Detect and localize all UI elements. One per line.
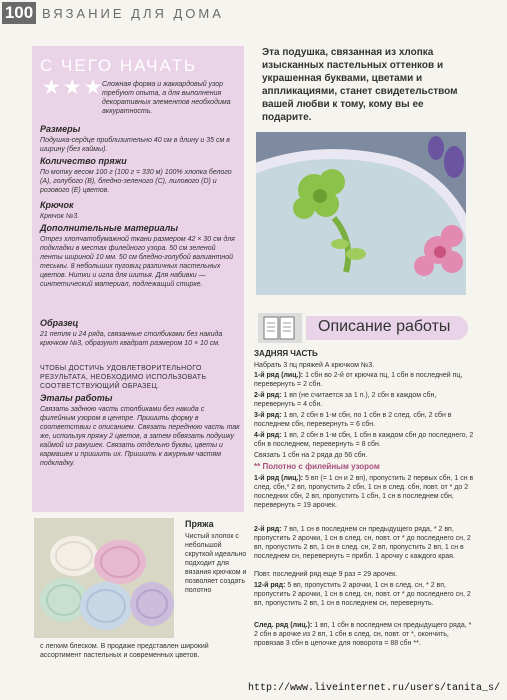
difficulty-note: Сложная форма и жаккардовый узор требуют опыта, а для выполнения декоративных элементов необходима аккуратность. <box>102 81 231 115</box>
extra-materials-text: Отрез хлопчатобумажной ткани размером 42 × 30 см для подкладки в местах филейного узора. 50 см зеленой ленты шириной 10 мм. 50 см бледно-голубой валиантной тесьмы. 8 небольших пуговиц различных пастельных цветов. Нитки и игла для шитья. Для набивки — синтетический материал, подлежащий стирке. <box>40 236 235 288</box>
page-header <box>0 0 507 26</box>
extra-materials-heading: Дополнительные материалы <box>40 223 179 233</box>
filet-row-12-text: 5 вп, пропустить 2 арочки, 1 сн в след. сн, * 2 вп, пропустить 2 арочки, 1 сн в след. сн, повт. от * до последнего сн, 2 вп, пропустить 2 вп, 1 сн в последнем сн, перевернуть. <box>254 582 471 607</box>
yarn-text-continued: с легким блеском. В продаже представлен широкий ассортимент пастельных и современных цветов. <box>40 643 209 659</box>
page-header-title: ВЯЗАНИЕ ДЛЯ ДОМА <box>42 6 224 21</box>
filet-heading: ** Полотно с филейным узором <box>254 462 380 471</box>
pattern-book-icon <box>258 313 302 343</box>
filet-row-1-label: 1-й ряд (лиц.): <box>254 475 304 482</box>
sample-text: 21 петля и 24 ряда, связанные столбиками без накида крючком №3, образуют квадрат размером 10 × 10 см. <box>40 331 223 347</box>
row-1 <box>254 371 474 389</box>
yarn-amount-text: По мотку весом 100 г (100 г = 330 м) 100% хлопка белого (A), голубого (B), бледно-зеленого (C), лилового (D) и розового (E) цветов. <box>40 169 232 194</box>
row-3 <box>254 411 474 429</box>
filet-next-row-label: След. ряд (лиц.): <box>254 622 313 629</box>
row-3-label: 3-й ряд: <box>254 412 282 419</box>
cast-on-text: Набрать 3 пц пряжей А крючком №3. <box>254 362 375 369</box>
row-2 <box>254 391 474 409</box>
gauge-warning: ЧТОБЫ ДОСТИЧЬ УДОВЛЕТВОРИТЕЛЬНОГО РЕЗУЛЬТАТА, НЕОБХОДИМО ИСПОЛЬЗОВАТЬ СООТВЕТСТВУЮЩИЙ ОБРАЗЕЦ. <box>40 365 207 390</box>
sizes-heading: Размеры <box>40 124 81 134</box>
yarn-heading: Пряжа <box>185 519 214 529</box>
info-box-title: С ЧЕГО НАЧАТЬ <box>40 56 198 75</box>
stages-text: Связать заднюю часть столбиками без накида с филейным узором в центре. Пришить форму в соответствии с описанием. Связать переднюю часть так же, используя пряжу 2 цветов, а затем обвязать подушку каймой из ракушек. Связать отдельно буквы, цветы и кармашек и пришить их. Пришить к ажурным частям подкладку. <box>40 406 240 467</box>
back-part-heading: ЗАДНЯЯ ЧАСТЬ <box>254 349 318 358</box>
yarn-text: Чистый хлопок с небольшой скруткой идеально подходит для вязания крючком и позволяет создать полотно <box>185 533 247 594</box>
row-2-label: 2-й ряд: <box>254 392 282 399</box>
pillow-photo <box>256 132 466 295</box>
filet-row-1-text: 5 вп (= 1 сн и 2 вп), пропустить 2 первых сбн, 1 сн в след. сбн,* 2 вп, пропустить 2 сбн, 1 сн в след. сбн, повт. от * до 2 последних сбн, 2 вп, пропустить 1 сбн, 1 сн в последнем сбн, перевернуть = 19 арочек. <box>254 475 474 509</box>
row-4-text: 1 вп, 2 сбн в 1-м сбн, 1 сбн в каждом сбн до последнего, 2 сбн в последнем, перевернуть = 8 сбн. <box>254 432 474 448</box>
stages-heading: Этапы работы <box>40 393 113 403</box>
sample-heading: Образец <box>40 318 79 328</box>
source-url: http://www.liveinternet.ru/users/tanita_s/ <box>248 683 501 694</box>
difficulty-stars: ★★★ <box>42 76 105 99</box>
sizes-text: Подушка-сердце приблизительно 40 см в длину и 35 см в ширину (без каймы). <box>40 137 230 153</box>
filet-row-1 <box>254 474 474 510</box>
filet-next-row-text: 1 вп, 1 сбн в последнем сн предыдущего ряда, * 2 сбн в арочке из 2 вп, 1 сбн в след. сн, повт. от *, окончить, провязав 3 сбн в цепочке для поворота = 88 сбн **. <box>254 622 472 647</box>
row-1-text: 1 сбн во 2-й от крючка пц, 1 сбн в последней пц, перевернуть = 2 сбн. <box>254 372 463 388</box>
yarn-amount-heading: Количество пряжи <box>40 156 127 166</box>
pillow-illustration <box>256 132 466 295</box>
filet-row-2-text: 7 вп, 1 сн в последнем сн предыдущего ряда, * 2 вп, пропустить 2 арочки, 1 сн в след. сн, повт. от * до последнего сн, 2 вп, пропустить 2 вп, 1 сн в след. сн, 2 вп, пропустить 2 вп, 1 сн в последнем сн, перевернуть = прибл. 1 арочку с каждого края. <box>254 526 471 560</box>
filet-repeat: Повт. последний ряд еще 9 раз = 29 арочек. <box>254 571 398 578</box>
work-description-header <box>256 312 466 342</box>
pillow-intro: Эта подушка, связанная из хлопка изысканных пастельных оттенков и украшенная буквами, цветами и аппликациями, станет свидетельством вашей любви к тому, кому вы ее подарите. <box>262 47 458 123</box>
row-3-text: 1 вп, 2 сбн в 1-м сбн, по 1 сбн в 2 след. сбн, 2 сбн в последнем сбн, перевернуть = 6 сбн. <box>254 412 452 428</box>
page-number: 100 <box>2 2 36 24</box>
filet-row-2 <box>254 525 474 561</box>
row-1-label: 1-й ряд (лиц.): <box>254 372 304 379</box>
hook-text: Крючок №3. <box>40 213 80 220</box>
filet-row-2-label: 2-й ряд: <box>254 526 282 533</box>
yarn-photo <box>34 518 174 638</box>
filet-next-row <box>254 621 474 648</box>
row-4-label: 4-й ряд: <box>254 432 282 439</box>
row-4-continued: Связать 1 сбн на 2 ряда до 56 сбн. <box>254 452 368 459</box>
filet-row-12 <box>254 581 474 608</box>
section-label: Описание работы <box>318 318 451 335</box>
filet-row-12-label: 12-й ряд: <box>254 582 286 589</box>
row-2-text: 1 вп (не считается за 1 п.), 2 сбн в каждом сбн, перевернуть = 4 сбн. <box>254 392 437 408</box>
hook-heading: Крючок <box>40 200 74 210</box>
yarn-balls-illustration <box>34 518 174 638</box>
row-4 <box>254 431 474 449</box>
